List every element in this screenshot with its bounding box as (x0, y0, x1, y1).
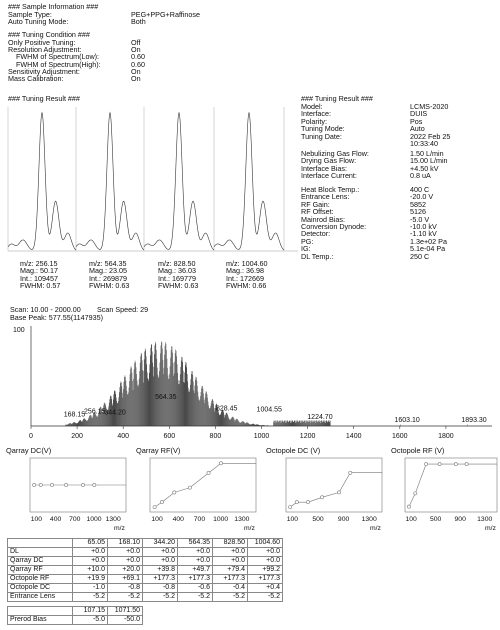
instrument-key: Interface: (301, 109, 331, 119)
peak-fwhm: FWHM: 0.66 (226, 281, 267, 291)
mini-chart-point (454, 463, 457, 466)
parameter-table-cell: -0.8 (108, 584, 143, 593)
mini-chart-x-tick: 100 (286, 516, 299, 523)
instrument-value: 5126 (410, 207, 426, 217)
mini-chart-line (290, 473, 382, 507)
instrument-value: -20.0 V (410, 192, 434, 202)
mini-chart-point (295, 501, 298, 504)
parameter-table-cell: +0.4 (248, 584, 283, 593)
spectrum-peak-label: 1224.70 (307, 414, 333, 422)
spectrum-x-tick: 1600 (392, 433, 408, 440)
prerod-table-column-header: 107.15 (73, 607, 108, 616)
parameter-table-cell: +0.0 (143, 557, 178, 566)
parameter-table-cell: +177.3 (143, 575, 178, 584)
mini-chart-x-label: m/z (244, 525, 255, 532)
peak-mag: Mag.: 36.03 (158, 266, 196, 276)
spectrum-x-tick: 1400 (345, 433, 362, 440)
mini-chart-x-tick: 500 (312, 516, 324, 523)
parameter-table-cell: +39.8 (143, 566, 178, 575)
parameter-table-cell: +79.4 (213, 566, 248, 575)
tuning-condition-key: Resolution Adjustment: (8, 45, 82, 55)
prerod-table-column-header: 1071.50 (108, 607, 143, 616)
instrument-key: DL Temp.: (301, 251, 334, 261)
parameter-table-cell: -5.2 (108, 593, 143, 602)
mini-chart-point (425, 463, 428, 466)
peak-fwhm: FWHM: 0.63 (158, 281, 199, 291)
parameter-table-cell: +0.0 (213, 557, 248, 566)
mini-chart-x-tick: 100 (151, 516, 163, 523)
tuning-condition-value: On (131, 74, 141, 83)
instrument-key: Detector: (301, 229, 331, 239)
mini-chart-frame (150, 458, 256, 512)
instrument-value: 5852 (410, 199, 426, 209)
sample-info-title: ### Sample Information ### (8, 2, 99, 11)
prerod-bias-table (7, 606, 143, 625)
parameter-table-cell: +0.0 (248, 557, 283, 566)
parameter-table-column-header: 564.35 (178, 539, 213, 548)
qarray-rf-chart (130, 444, 260, 534)
spectrum-peak-label: 828.45 (215, 405, 238, 413)
parameter-table-cell: -0.4 (213, 584, 248, 593)
auto-tuning-mode-value: Both (131, 17, 146, 26)
instrument-key: Model: (301, 102, 323, 111)
mini-chart-point (207, 471, 210, 474)
mini-chart-point (50, 483, 53, 486)
parameter-table-cell: +177.3 (213, 575, 248, 584)
mini-chart-point (93, 483, 96, 486)
mini-chart-x-tick: 1300 (234, 516, 250, 523)
mini-chart-x-tick: 100 (405, 516, 417, 523)
instrument-key: Polarity: (301, 116, 327, 126)
parameter-table-cell: +0.0 (213, 548, 248, 557)
tuning-condition-value: 0.60 (131, 52, 145, 62)
tuning-condition-key: Sensitivity Adjustment: (8, 66, 80, 76)
instrument-value: 0.8 uA (410, 171, 431, 181)
peak-fwhm: FWHM: 0.63 (89, 281, 130, 291)
instrument-value: 400 C (410, 185, 430, 194)
peak-int: Int.: 169779 (158, 273, 196, 283)
spectrum-peak-label: 168.15 (63, 411, 86, 419)
parameter-table-cell: +0.0 (73, 548, 108, 557)
instrument-key: Conversion Dynode: (301, 222, 367, 231)
prerod-table-corner (8, 607, 73, 616)
mini-chart-frame (286, 458, 382, 512)
mini-chart-point (407, 505, 410, 508)
parameter-table-cell: -0.6 (178, 584, 213, 593)
tuning-condition-key: Mass Calibration: (8, 74, 64, 83)
parameter-table-row-label: Qarray DC (8, 557, 73, 566)
parameter-table-cell: +0.0 (108, 557, 143, 566)
mini-chart-x-tick: 700 (193, 516, 206, 523)
parameter-table-cell: -0.8 (143, 584, 178, 593)
instrument-value: Auto (410, 124, 425, 134)
tuning-result-title: ### Tuning Result ### (8, 94, 80, 103)
parameter-table-column-header: 344.20 (143, 539, 178, 548)
parameter-table-cell: +99.2 (248, 566, 283, 575)
instrument-key: Heat Block Temp.: (301, 185, 360, 194)
spectrum-x-tick: 200 (71, 433, 83, 440)
parameter-table-cell: +0.0 (143, 548, 178, 557)
parameter-table-cell: +0.0 (108, 548, 143, 557)
mini-chart-frame (405, 458, 497, 512)
parameter-table-cell: +49.7 (178, 566, 213, 575)
mini-chart-point (219, 462, 222, 465)
tuning-condition-key: Only Positive Tuning: (8, 38, 76, 47)
parameter-table-row-label: Octopole RF (8, 575, 73, 584)
scan-range: Scan: 10.00 - 2000.00 (10, 305, 81, 314)
spectrum-x-tick: 1000 (253, 433, 270, 440)
peak-profile-chart (8, 103, 298, 255)
instrument-value: -5.0 V (410, 214, 430, 224)
prerod-table-row (8, 616, 143, 625)
sample-type-value: PEG+PPG+Raffinose (131, 10, 200, 19)
parameter-table-column-header: 65.05 (73, 539, 108, 548)
peak-int: Int.: 109457 (20, 273, 58, 283)
scan-speed: Scan Speed: 29 (97, 305, 149, 314)
mini-chart-point (188, 486, 191, 489)
peak-fwhm: FWHM: 0.57 (20, 281, 61, 291)
spectrum-peak-label: 1893.30 (461, 417, 487, 425)
instrument-key: Drying Gas Flow: (301, 156, 357, 166)
instrument-value: 5.1e-04 Pa (410, 244, 446, 254)
instrument-value: 1.50 L/min (410, 149, 444, 158)
mini-chart-x-tick: 700 (69, 516, 81, 523)
instrument-value: Pos (410, 116, 423, 126)
parameter-table-header-row (8, 539, 283, 548)
tuning-condition-key: FWHM of Spectrum(High): (8, 59, 101, 69)
parameter-table-cell: +10.0 (73, 566, 108, 575)
mini-chart-point (414, 492, 417, 495)
mini-chart-x-tick: 100 (30, 516, 43, 523)
prerod-table-row-label: Prerod Bias (8, 616, 73, 625)
parameter-table-column-header: 1004.60 (248, 539, 283, 548)
parameter-table-row (8, 557, 283, 566)
peak-profile-trace (8, 113, 76, 250)
mini-chart-x-tick: 900 (454, 516, 466, 523)
parameter-table-row (8, 548, 283, 557)
instrument-key: Tuning Date: (301, 131, 342, 141)
parameter-table-row (8, 566, 283, 575)
parameter-table-cell: +177.3 (178, 575, 213, 584)
mini-chart-line (155, 463, 256, 507)
instrument-value: +4.50 kV (410, 163, 439, 173)
tuning-condition-value: 0.60 (131, 59, 145, 69)
peak-profile-trace (76, 113, 144, 250)
spectrum-peak-label: 344.20 (104, 409, 126, 417)
mini-chart-title: Octopole RF (V) (391, 446, 445, 455)
mini-chart-x-tick: 900 (337, 516, 350, 523)
mini-chart-x-tick: 1300 (105, 516, 121, 523)
peak-mz: m/z: 256.15 (20, 259, 58, 268)
instrument-key: PG: (301, 236, 314, 246)
spectrum-x-tick: 1200 (299, 433, 316, 440)
peak-profile-trace (214, 113, 284, 250)
spectrum-y-tick: 100 (13, 327, 25, 334)
mini-chart-point (306, 501, 309, 504)
tuning-condition-value: On (131, 45, 141, 55)
parameter-table-cell: +177.3 (248, 575, 283, 584)
mini-chart-x-tick: 400 (172, 516, 184, 523)
parameter-table-row (8, 575, 283, 584)
parameter-table-row (8, 593, 283, 602)
spectrum-x-tick: 0 (29, 433, 33, 440)
tuning-condition-key: FWHM of Spectrum(Low): (8, 52, 100, 62)
peak-profile-trace (144, 113, 214, 250)
mini-chart-point (321, 496, 324, 499)
spectrum-x-tick: 800 (209, 433, 222, 440)
instrument-key: RF Gain: (301, 199, 330, 209)
peak-int: Int.: 269879 (89, 273, 127, 283)
mini-chart-x-label: m/z (485, 525, 496, 532)
instrument-value: -10.0 kV (410, 222, 437, 231)
spectrum-peak-label: 1603.10 (394, 417, 420, 425)
parameter-table-cell: +0.0 (178, 557, 213, 566)
mini-chart-title: Octopole DC (V) (266, 446, 321, 455)
peak-mz: m/z: 1004.60 (226, 259, 268, 268)
instrument-key: RF Offset: (301, 207, 334, 217)
instrument-key: Mainrod Bias: (301, 214, 345, 224)
mini-chart-x-tick: 1300 (477, 516, 493, 523)
peak-mz: m/z: 564.35 (89, 259, 127, 268)
base-peak: Base Peak: 577.55(1147935) (10, 313, 103, 322)
spectrum-x-tick: 600 (163, 433, 176, 440)
spectrum-x-tick: 1800 (438, 433, 454, 440)
instrument-key: Entrance Lens: (301, 192, 350, 202)
mass-spectrum-chart (0, 322, 500, 444)
peak-mag: Mag.: 23.05 (89, 266, 127, 276)
mini-chart-x-tick: 1300 (361, 516, 377, 523)
mini-chart-title: Qarray RF(V) (136, 446, 181, 455)
parameter-table-cell: -5.2 (248, 593, 283, 602)
mini-chart-point (39, 483, 42, 486)
octopole-dc-chart (260, 444, 385, 534)
mini-chart-x-label: m/z (370, 525, 381, 532)
peak-mag: Mag.: 36.98 (226, 266, 264, 276)
instrument-value: DUIS (410, 109, 428, 119)
parameter-table-cell: +19.9 (73, 575, 108, 584)
parameter-table-cell: -1.0 (73, 584, 108, 593)
sample-type-key: Sample Type: (8, 10, 52, 19)
mini-chart-x-label: m/z (114, 525, 125, 532)
mini-chart-point (160, 501, 163, 504)
parameter-table-cell: -5.2 (143, 593, 178, 602)
mini-chart-point (81, 483, 84, 486)
mini-chart-point (173, 491, 176, 494)
parameter-table-cell: +0.0 (178, 548, 213, 557)
instrument-key: Interface Current: (301, 171, 357, 181)
tuning-condition-value: On (131, 66, 141, 76)
parameter-table (7, 538, 283, 602)
parameter-table-row (8, 584, 283, 593)
instrument-result-title: ### Tuning Result ### (301, 94, 373, 103)
mini-chart-x-tick: 1000 (213, 516, 229, 523)
mini-chart-point (438, 463, 441, 466)
octopole-rf-chart (385, 444, 500, 534)
tuning-condition-title: ### Tuning Condition ### (8, 30, 90, 39)
mini-chart-x-tick: 500 (429, 516, 442, 523)
parameter-table-cell: +0.0 (248, 548, 283, 557)
parameter-table-cell: +69.1 (108, 575, 143, 584)
parameter-table-cell: +20.0 (108, 566, 143, 575)
mini-chart-line (409, 464, 497, 507)
instrument-value: -1.10 kV (410, 229, 437, 239)
instrument-value: LCMS-2020 (410, 102, 449, 111)
instrument-value: 1.3e+02 Pa (410, 236, 447, 246)
parameter-table-column-header: 168.10 (108, 539, 143, 548)
parameter-table-corner (8, 539, 73, 548)
mini-chart-title: Qarray DC(V) (6, 446, 52, 455)
instrument-value: 250 C (410, 251, 430, 261)
peak-mag: Mag.: 50.17 (20, 266, 58, 276)
peak-int: Int.: 172669 (226, 273, 264, 283)
instrument-value: 15.00 L/min (410, 156, 448, 166)
parameter-table-column-header: 828.50 (213, 539, 248, 548)
mini-chart-point (337, 491, 340, 494)
instrument-value: 2022 Feb 25 (410, 131, 451, 141)
mini-chart-point (465, 463, 468, 466)
prerod-table-cell: -50.0 (108, 616, 143, 625)
parameter-table-cell: -5.2 (73, 593, 108, 602)
instrument-value: 10:33:40 (410, 139, 438, 148)
spectrum-peak-label: 564.35 (155, 394, 177, 402)
mini-chart-x-tick: 400 (49, 516, 62, 523)
mini-chart-point (289, 505, 292, 508)
mini-chart-point (65, 483, 68, 486)
qarray-dc-chart (0, 444, 130, 534)
instrument-key: Nebulizing Gas Flow: (301, 149, 369, 158)
parameter-table-row-label: Entrance Lens (8, 593, 73, 602)
spectrum-x-tick: 400 (117, 433, 130, 440)
auto-tuning-mode-key: Auto Tuning Mode: (8, 17, 69, 26)
tuning-condition-value: Off (131, 38, 141, 47)
spectrum-peak-label: 1004.55 (256, 406, 282, 414)
parameter-table-row-label: DL (8, 548, 73, 557)
prerod-table-header-row (8, 607, 143, 616)
mini-chart-x-tick: 1000 (86, 516, 102, 523)
parameter-table-cell: +0.0 (73, 557, 108, 566)
parameter-table-row-label: Qarray RF (8, 566, 73, 575)
mini-chart-point (349, 471, 352, 474)
instrument-key: Tuning Mode: (301, 124, 345, 134)
prerod-table-cell: -5.0 (73, 616, 108, 625)
mini-chart-point (153, 505, 156, 508)
mini-chart-point (33, 483, 36, 486)
spectrum-peak-label: 256.15 (84, 408, 106, 416)
parameter-table-cell: -5.2 (178, 593, 213, 602)
parameter-table-cell: -5.2 (213, 593, 248, 602)
parameter-table-row-label: Octopole DC (8, 584, 73, 593)
peak-mz: m/z: 828.50 (158, 259, 196, 268)
instrument-key: IG: (301, 244, 311, 254)
instrument-key: Interface Bias: (301, 163, 347, 173)
